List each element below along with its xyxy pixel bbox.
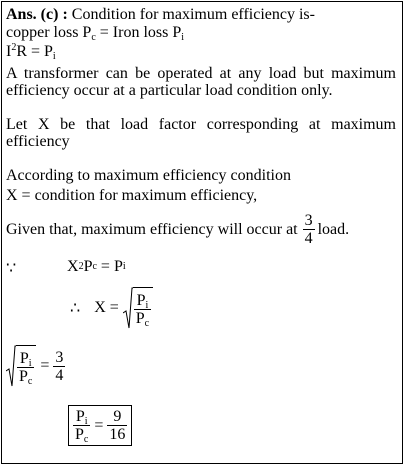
loss-condition: copper loss $P_c$ = Iron loss $P_i$ xyxy=(6,24,185,43)
paragraph-load-factor: Let X be that load factor corresponding at maximum efficiency xyxy=(6,116,396,150)
equation-i2r: $I^2R = P_i$ xyxy=(6,42,56,62)
boxed-result: $\frac{P_i}{P_c}$ = $\frac{9}{16}$ xyxy=(68,405,132,446)
sqrt-pi-pc: $\frac{P_i}{P_c}$ xyxy=(123,287,153,329)
because-symbol: ∵ xyxy=(6,260,17,277)
answer-title: Condition for maximum efficiency is- xyxy=(71,6,315,23)
radical-sign-icon xyxy=(123,287,133,329)
fraction-three-quarters: $\frac{3}{4}$ xyxy=(304,212,313,247)
therefore-symbol: ∴ xyxy=(70,300,81,317)
equation-x-sqrt: ∴ X = $\frac{P_i}{P_c}$ xyxy=(70,287,153,329)
answer-header xyxy=(6,6,315,24)
paragraph-transformer: A transformer can be operated at any load but maximum efficiency occur at a particular load condition only. xyxy=(6,65,396,99)
according-line: According to maximum efficiency condition xyxy=(6,167,291,184)
answer-label: Ans. (c) : xyxy=(6,6,68,23)
x-definition-line: X = condition for maximum efficiency, xyxy=(6,187,258,204)
sqrt-pi-pc-2: $\frac{P_i}{P_c}$ xyxy=(6,345,36,387)
radical-sign-icon xyxy=(6,345,16,387)
equation-sqrt-three-quarters: $\frac{P_i}{P_c}$ = $\frac{3}{4}$ xyxy=(6,345,65,387)
given-line: Given that, maximum efficiency will occur at $\frac{3}{4}$ load. xyxy=(6,212,350,247)
equation-x2pc: X 2 P c = P i xyxy=(67,258,126,275)
